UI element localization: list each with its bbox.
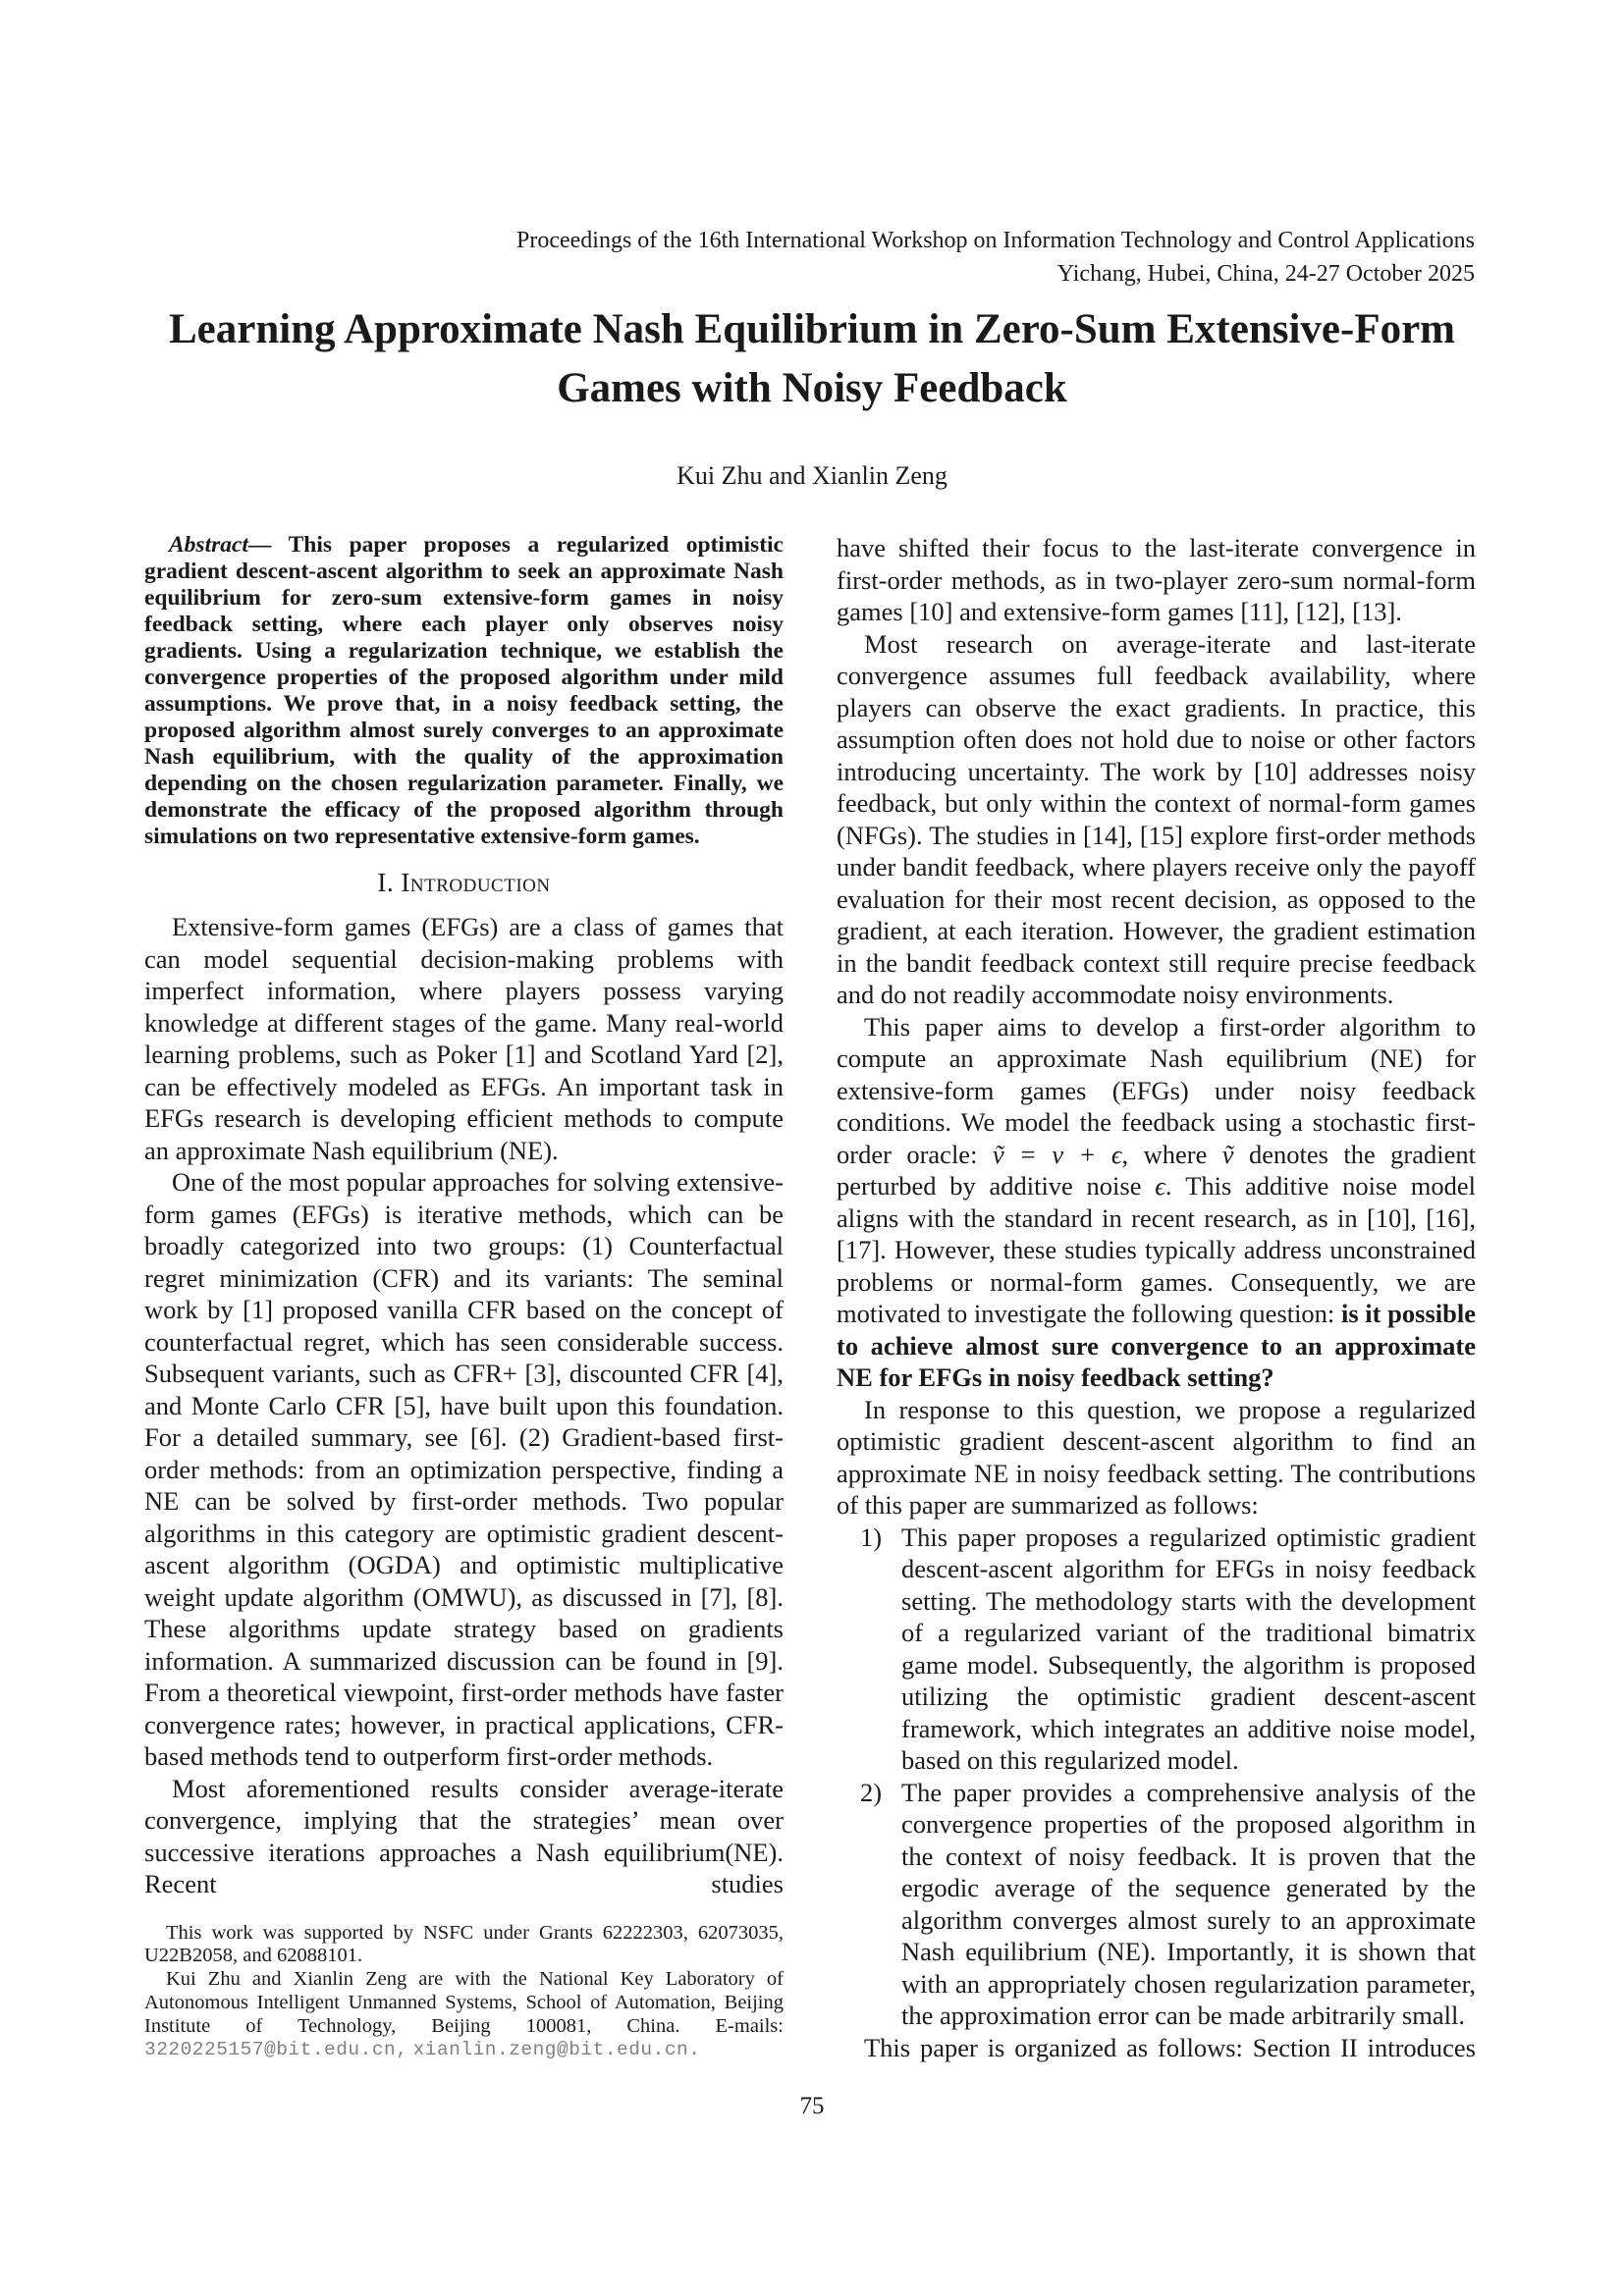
paper-title <box>0 300 1624 418</box>
email-address-2: xianlin.zeng@bit.edu.cn. <box>412 2039 701 2061</box>
authors: Kui Zhu and Xianlin Zeng <box>677 461 947 490</box>
proceedings-header <box>516 224 1475 291</box>
contribution-number-2: 2) <box>860 1777 883 1807</box>
right-column <box>837 532 1476 2063</box>
oracle-text-3: denotes the gradient perturbed by additive noise <box>837 1139 1476 1201</box>
section-title: Introduction <box>401 868 551 897</box>
footnote-funding: This work was supported by NSFC under Grants 62222303, 62073035, U22B2058, and 62088101. <box>144 1921 784 1967</box>
paragraph-noisy-oracle <box>837 1011 1476 1394</box>
oracle-text-2: , where <box>1121 1139 1222 1169</box>
math-v-tilde: ṽ <box>1221 1139 1234 1169</box>
intro-paragraph-2: One of the most popular approaches for solving extensive-form games (EFGs) is iterative methods, which can be broadly categorized into two groups: (1) Counterfactual regret minimization (CFR) and its variants: The seminal work by [1] proposed vanilla CFR based on the concept of counterfactual regret, which has seen considerable success. Subsequent variants, such as CFR+ [3], discounted CFR [4], and Monte Carlo CFR [5], have built upon this foundation. For a detailed summary, see [6]. (2) Gradient-based first-order methods: from an optimization perspective, finding a NE can be solved by first-order methods. Two popular algorithms in this category are optimistic gradient descent-ascent algorithm (OGDA) and optimistic multiplicative weight update algorithm (OMWU), as discussed in [7], [8]. These algorithms update strategy based on gradients information. A summarized discussion can be found in [9]. From a theoretical viewpoint, first-order methods have faster convergence rates; however, in practical applications, CFR-based methods tend to outperform first-order methods. <box>144 1167 784 1771</box>
contributions-list <box>837 1522 1476 2032</box>
section-number: I. <box>377 868 395 897</box>
contribution-item-2 <box>837 1777 1476 2032</box>
paragraph-full-feedback: Most research on average-iterate and last-iterate convergence assumes full feedback availability, where players can observe the exact gradients. In practice, this assumption often does not hold due to noise or other factors introducing uncertainty. The work by [10] addresses noisy feedback, but only within the context of normal-form games (NFGs). The studies in [14], [15] explore first-order methods under bandit feedback, where players receive only the payoff evaluation for their most recent decision, as opposed to the gradient, at each iteration. However, the gradient estimation in the bandit feedback context still require precise feedback and do not readily accommodate noisy environments. <box>837 628 1476 1009</box>
math-oracle-formula: ṽ = v + ϵ <box>992 1139 1122 1169</box>
proceedings-line-2: Yichang, Hubei, China, 24-27 October 2025 <box>1056 261 1475 287</box>
abstract-text: This paper proposes a regularized optimistic gradient descent-ascent algorithm to seek an approximate Nash equilibrium for zero-sum extensive-form games in noisy feedback setting, where each player only observes noisy gradients. Using a regularization technique, we establish the convergence properties of the proposed algorithm under mild assumptions. We prove that, in a noisy feedback setting, the proposed algorithm almost surely converges to an approximate Nash equilibrium, with the quality of the approximation depending on the chosen regularization parameter. Finally, we demonstrate the efficacy of the proposed algorithm through simulations on two representative extensive-form games. <box>144 532 784 849</box>
research-question-bold: is it possible to achieve almost sure convergence to an approximate NE for EFGs in noisy feedback setting? <box>837 1299 1476 1392</box>
paragraph-organization: This paper is organized as follows: Section II introduces <box>864 2032 1476 2062</box>
oracle-text-1: This paper aims to develop a first-order algorithm to compute an approximate Nash equilibrium (NE) for extensive-form games (EFGs) under noisy feedback conditions. We model the feedback using a stochastic first-order oracle: <box>837 1011 1476 1169</box>
intro-paragraph-1: Extensive-form games (EFGs) are a class of games that can model sequential decision-making problems with imperfect information, where players possess varying knowledge at different stages of the game. Many real-world learning problems, such as Poker [1] and Scotland Yard [2], can be effectively modeled as EFGs. An important task in EFGs research is developing efficient methods to compute an approximate Nash equilibrium (NE). <box>144 912 784 1165</box>
intro-paragraph-3: Most aforementioned results consider average-iterate convergence, implying that the strategies’ mean over successive iterations approaches a Nash equilibrium(NE). Recent studies <box>144 1773 784 1898</box>
section-heading-introduction <box>144 867 784 898</box>
paper-title-line-1: Learning Approximate Nash Equilibrium in Zero-Sum Extensive-Form <box>168 306 1455 352</box>
contribution-text-1: This paper proposes a regularized optimistic gradient descent-ascent algorithm for EFGs in noisy feedback setting. The methodology starts with the development of a regularized variant of the traditional bimatrix game model. Subsequently, the algorithm is proposed utilizing the optimistic gradient descent-ascent framework, which integrates an additive noise model, based on this regularized model. <box>901 1522 1476 1775</box>
paragraph-continuation: have shifted their focus to the last-iterate convergence in first-order methods, as in two-player zero-sum normal-form games [10] and extensive-form games [11], [12], [13]. <box>837 533 1476 626</box>
proceedings-line-1: Proceedings of the 16th International Workshop on Information Technology and Control Applications <box>516 228 1475 253</box>
abstract <box>144 532 784 850</box>
abstract-label: Abstract— <box>169 532 272 558</box>
math-epsilon: ϵ <box>1155 1171 1165 1201</box>
footnote-affiliation <box>144 1968 784 2062</box>
contribution-item-1 <box>837 1522 1476 1777</box>
contribution-text-2: The paper provides a comprehensive analysis of the convergence properties of the proposed algorithm in the context of noisy feedback. It is proven that the ergodic average of the sequence generated by the algorithm converges almost surely to an approximate Nash equilibrium (NE). Importantly, it is shown that with an appropriately chosen regularization parameter, the approximation error can be made arbitrarily small. <box>901 1777 1476 2030</box>
page-number: 75 <box>799 2093 825 2119</box>
contribution-number-1: 1) <box>860 1522 883 1552</box>
footnote-affiliation-text: Kui Zhu and Xianlin Zeng are with the National Key Laboratory of Autonomous Intelligent Unmanned Systems, School of Automation, Beijing Institute of Technology, Beijing 100081, China. E-mails: <box>144 1968 784 2037</box>
left-column <box>144 532 784 2063</box>
email-address-1: 3220225157@bit.edu.cn, <box>144 2039 408 2061</box>
oracle-text-4: . This additive noise model aligns with the standard in recent research, as in [10], [16], [17]. However, these studies typically address unconstrained problems or normal-form games. Consequently, we are motivated to investigate the following question: <box>837 1171 1476 1328</box>
paper-title-line-2: Games with Noisy Feedback <box>557 365 1067 411</box>
footnote-block <box>144 1922 784 2063</box>
two-column-body <box>144 532 1476 2063</box>
paragraph-contributions-intro: In response to this question, we propose a regularized optimistic gradient descent-ascent algorithm to find an approximate NE in noisy feedback setting. The contributions of this paper are summarized as follows: <box>837 1394 1476 1520</box>
